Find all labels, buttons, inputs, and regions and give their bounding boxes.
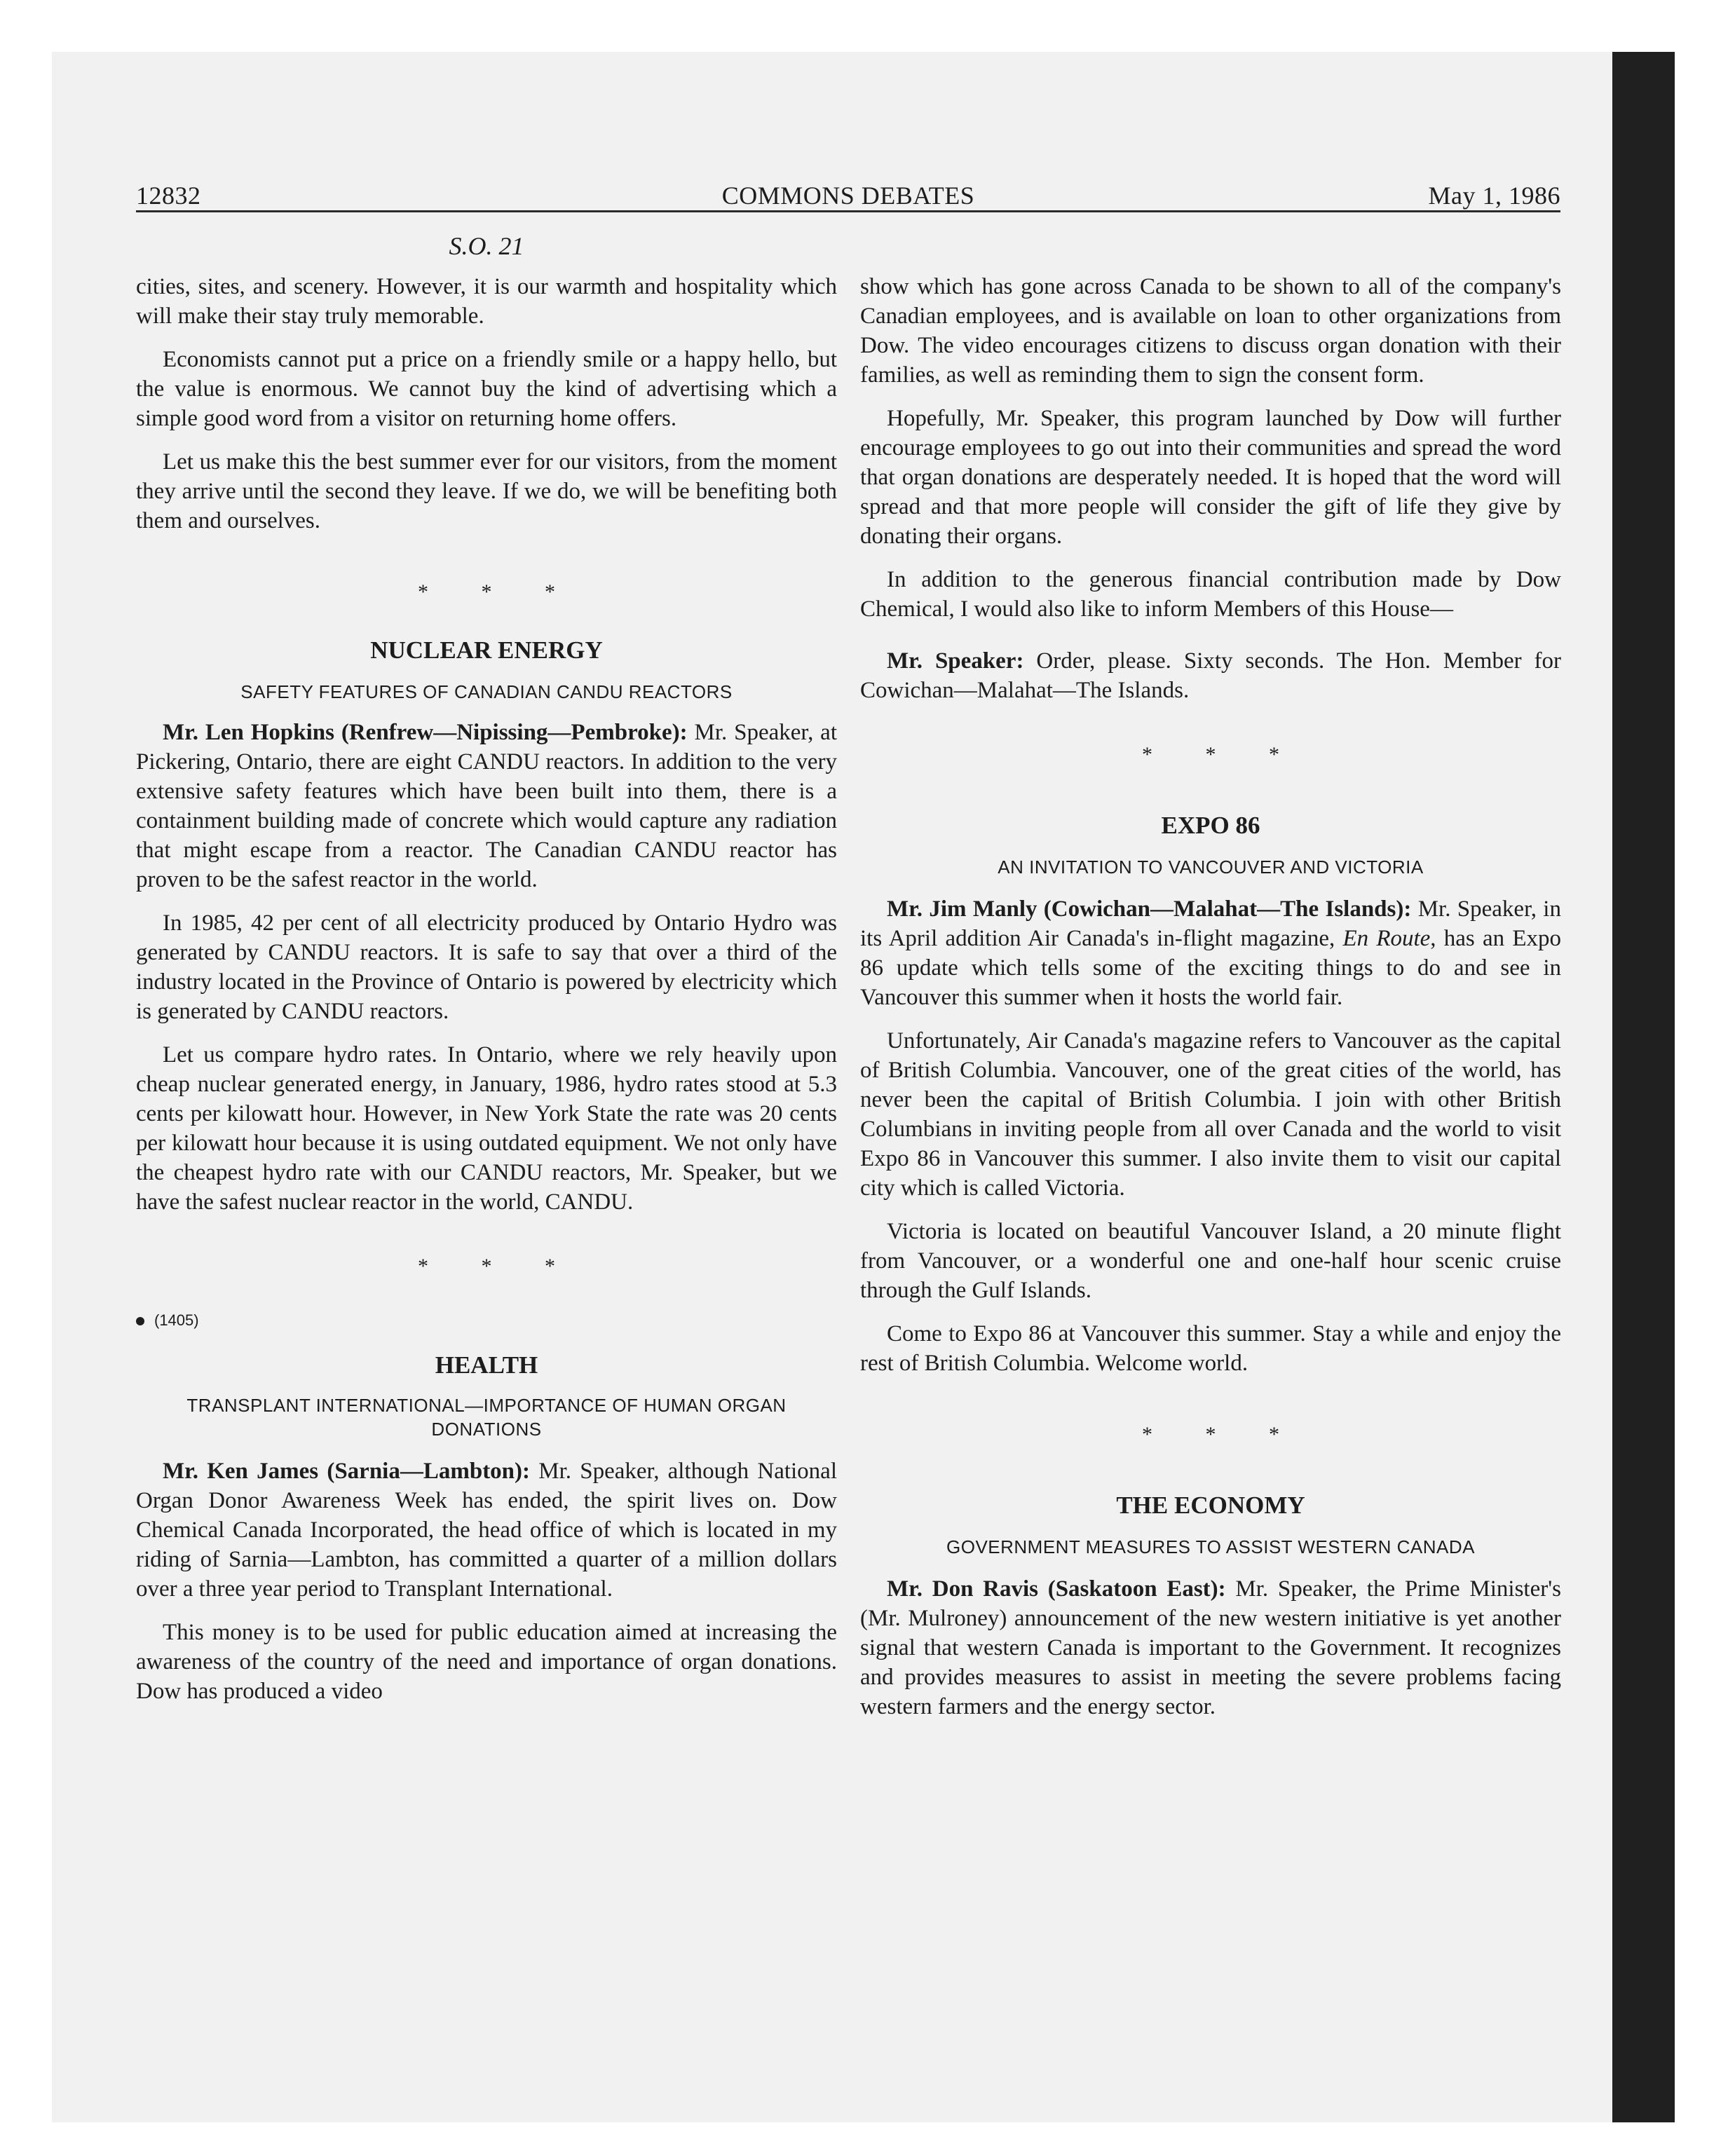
page-header xyxy=(136,177,1560,213)
speech-text: , has an Expo 86 update which tells some of the exciting things to do and see in Vancouver this summer when it hosts the world fair. xyxy=(860,926,1561,1010)
paragraph: Let us make this the best summer ever for our visitors, from the moment they arrive until the second they leave. If we do, we will be benefiting both them and ourselves. xyxy=(136,449,837,533)
paragraph: Unfortunately, Air Canada's magazine refers to Vancouver as the capital of British Columbia. Vancouver, one of the great cities of the world, has never been the capital of British Columbia. I join with other British Columbians in inviting people from all over Canada and the world to visit Expo 86 in Vancouver this summer. I also invite them to visit our capital city which is called Victoria. xyxy=(860,1028,1561,1201)
speech-text: Mr. Speaker, in its April addition Air Canada's in-flight magazine, xyxy=(860,896,1561,951)
paragraph: Let us compare hydro rates. In Ontario, where we rely heavily upon cheap nuclear generated energy, in January, 1986, hydro rates stood at 5.3 cents per kilowatt hour. However, in New York State the rate was 20 cents per kilowatt hour because it is using outdated equipment. We not only have the cheapest hydro rate with our CANDU reactors, Mr. Speaker, but we have the safest nuclear reactor in the world, CANDU. xyxy=(136,1042,837,1215)
section-heading: EXPO 86 xyxy=(1161,812,1260,839)
section-subheading: GOVERNMENT MEASURES TO ASSIST WESTERN CANADA xyxy=(946,1536,1475,1557)
time-marker-text: (1405) xyxy=(154,1311,199,1329)
section-subheading: SAFETY FEATURES OF CANADIAN CANDU REACTORS xyxy=(240,681,733,702)
section-heading: NUCLEAR ENERGY xyxy=(370,636,603,664)
section-separator: * * * xyxy=(418,1255,579,1278)
section-subheading: TRANSPLANT INTERNATIONAL—IMPORTANCE OF HUMAN ORGAN DONATIONS xyxy=(186,1395,787,1440)
speech-paragraph xyxy=(860,894,1561,1012)
speech-paragraph xyxy=(860,1574,1561,1721)
left-column xyxy=(136,231,837,1720)
speaker-name: Mr. Len Hopkins (Renfrew—Nipissing—Pembroke): xyxy=(163,720,688,745)
header-rule xyxy=(136,210,1560,212)
paragraph: This money is to be used for public education aimed at increasing the awareness of the country of the need and importance of organ donations. Dow has produced a video xyxy=(136,1620,837,1704)
speech-text: Mr. Speaker, the Prime Minister's (Mr. Mulroney) announcement of the new western initiative is yet another signal that western Canada is important to the Government. It recognizes and provides measures to assist in meeting the severe problems facing western farmers and the energy sector. xyxy=(860,1576,1561,1719)
speech-paragraph xyxy=(860,646,1561,705)
section-separator: * * * xyxy=(1142,743,1303,766)
right-column xyxy=(860,272,1561,1735)
speaker-name: Mr. Ken James (Sarnia—Lambton): xyxy=(163,1459,531,1484)
time-marker xyxy=(136,1306,837,1335)
speech-text: Mr. Speaker, at Pickering, Ontario, there are eight CANDU reactors. In addition to the very extensive safety features which have been built into them, there is a containment building made of concrete which would capture any radiation that might escape from a reactor. The Canadian CANDU reactor has proven to be the safest reactor in the world. xyxy=(136,720,838,892)
paragraph: In 1985, 42 per cent of all electricity produced by Ontario Hydro was generated by CANDU reactors. It is safe to say that over a third of the industry located in the Province of Ontario is powered by electricity which is generated by CANDU reactors. xyxy=(136,910,837,1024)
paragraph: Come to Expo 86 at Vancouver this summer. Stay a while and enjoy the rest of British Columbia. Welcome world. xyxy=(860,1321,1561,1376)
paragraph: show which has gone across Canada to be shown to all of the company's Canadian employees, and is available on loan to other organizations from Dow. The video encourages citizens to discuss organ donation with their families, as well as reminding them to sign the consent form. xyxy=(860,274,1561,388)
bullet-icon xyxy=(136,1317,144,1325)
magazine-title: En Route xyxy=(1342,926,1431,951)
speech-text: Order, please. Sixty seconds. The Hon. Member for Cowichan—Malahat—The Islands. xyxy=(860,648,1561,703)
paragraph: cities, sites, and scenery. However, it is our warmth and hospitality which will make their stay truly memorable. xyxy=(136,274,837,329)
paragraph: Economists cannot put a price on a friendly smile or a happy hello, but the value is enormous. We cannot buy the kind of advertising which a simple good word from a visitor on returning home offers. xyxy=(136,347,837,431)
page-date: May 1, 1986 xyxy=(1428,182,1560,210)
section-subheading: AN INVITATION TO VANCOUVER AND VICTORIA xyxy=(998,857,1424,878)
speaker-name: Mr. Speaker: xyxy=(887,648,1024,674)
paragraph: Hopefully, Mr. Speaker, this program launched by Dow will further encourage employees to go out into their communities and spread the word that organ donations are desperately needed. It is hoped that the word will spread and that more people will consider the gift of life they give by donating their organs. xyxy=(860,406,1561,549)
section-separator: * * * xyxy=(418,580,579,603)
page-number: 12832 xyxy=(136,182,201,210)
speaker-name: Mr. Don Ravis (Saskatoon East): xyxy=(887,1576,1226,1602)
paragraph: Victoria is located on beautiful Vancouver Island, a 20 minute flight from Vancouver, or a wonderful one and one-half hour scenic cruise through the Gulf Islands. xyxy=(860,1219,1561,1303)
section-separator: * * * xyxy=(1142,1423,1303,1446)
speech-paragraph xyxy=(136,1456,837,1604)
section-heading: THE ECONOMY xyxy=(1116,1492,1305,1519)
speaker-name: Mr. Jim Manly (Cowichan—Malahat—The Islands): xyxy=(887,896,1412,922)
speech-text: Mr. Speaker, although National Organ Donor Awareness Week has ended, the spirit lives on. Dow Chemical Canada Incorporated, the head office of which is located in my riding of Sarnia—Lambton, has committed a quarter of a million dollars over a three year period to Transplant International. xyxy=(136,1459,838,1602)
speech-paragraph xyxy=(136,718,837,894)
section-heading: HEALTH xyxy=(435,1351,538,1379)
standing-order-label: S.O. 21 xyxy=(449,232,524,260)
publication-title: COMMONS DEBATES xyxy=(721,182,975,210)
paragraph: In addition to the generous financial contribution made by Dow Chemical, I would also like to inform Members of this House— xyxy=(860,567,1561,622)
